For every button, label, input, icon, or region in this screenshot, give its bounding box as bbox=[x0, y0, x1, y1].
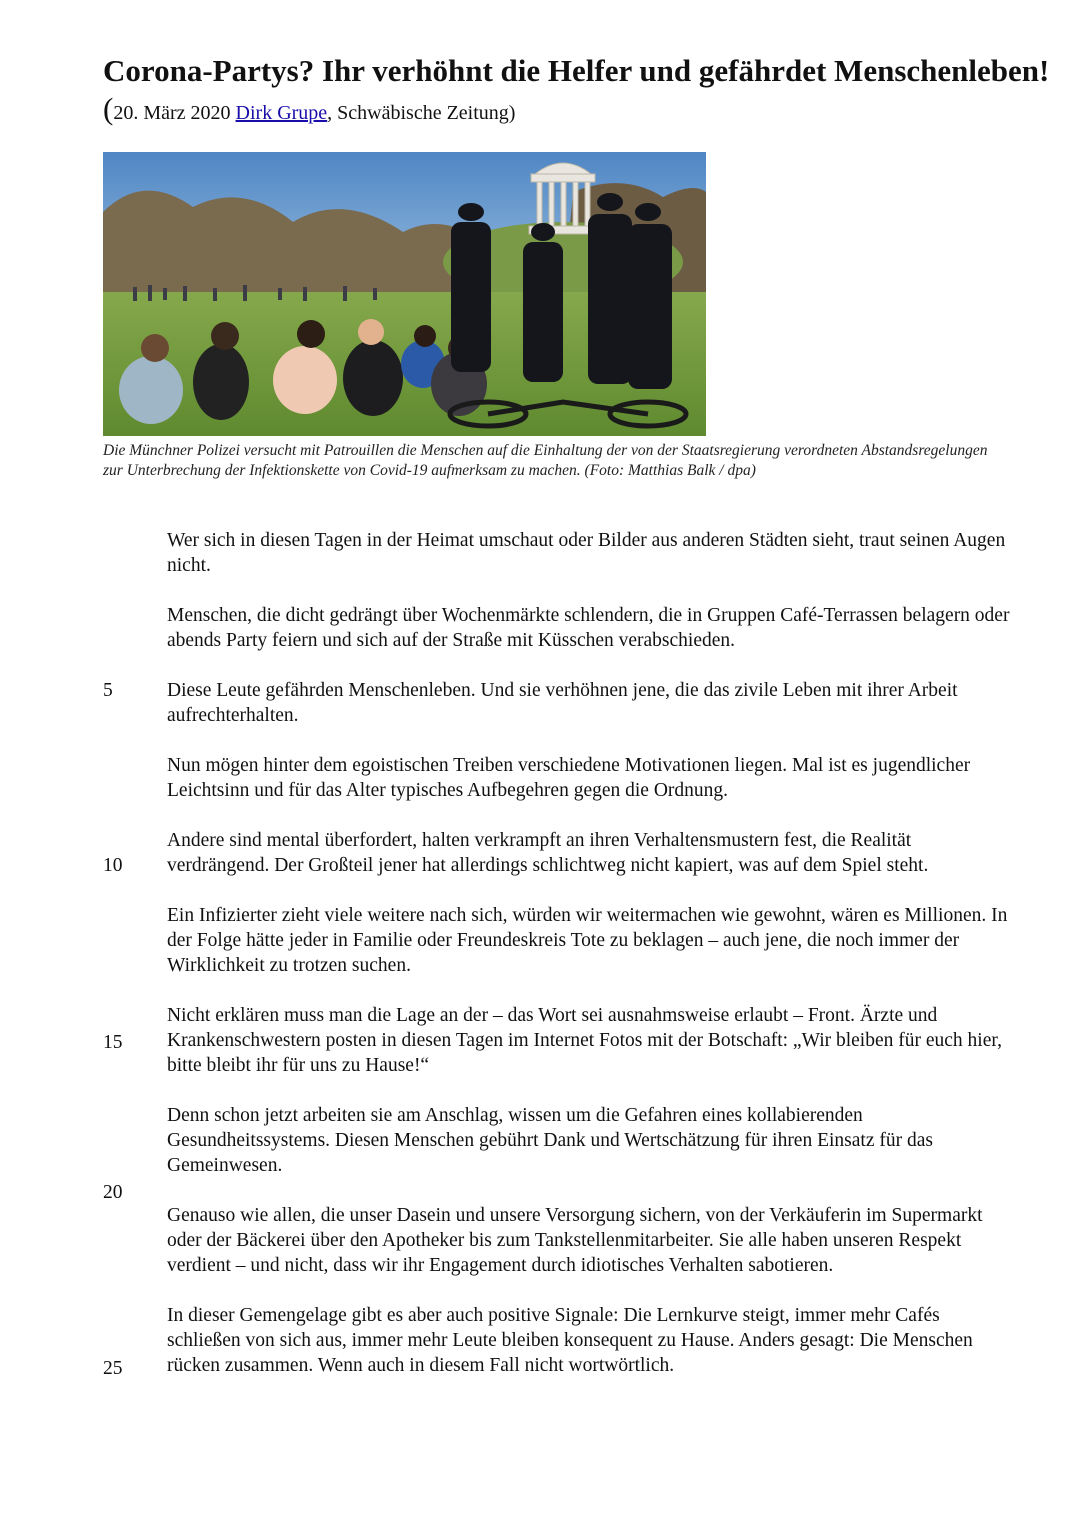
paragraph: Wer sich in diesen Tagen in der Heimat umschaut oder Bilder aus anderen Städten sieht, traut seinen Augen nicht. bbox=[167, 530, 1006, 576]
article-photo bbox=[103, 152, 706, 436]
paragraph: Denn schon jetzt arbeiten sie am Anschlag, wissen um die Gefahren eines kollabierenden Gesundheitssystems. Diesen Menschen gebührt Dank und Wertschätzung für ihren Einsatz für das Gemeinwesen. bbox=[167, 1105, 933, 1176]
paragraph: Nun mögen hinter dem egoistischen Treiben verschiedene Motivationen liegen. Mal ist es jugendlicher Leichtsinn und für das Alter typisches Aufbegehren gegen die Ordnung. bbox=[167, 755, 971, 801]
line-number: 25 bbox=[103, 1358, 123, 1379]
article-source: , Schwäbische Zeitung) bbox=[327, 102, 516, 124]
paragraph: Genauso wie allen, die unser Dasein und unsere Versorgung sichern, von der Verkäuferin im Supermarkt oder der Bäckerei über den Apotheker bis zum Tankstellenmitarbeiter. Sie alle haben unseren Respekt verdient – und nicht, dass wir ihr Engagement durch idiotisches Verhalten sabotieren. bbox=[167, 1205, 983, 1276]
article-headline bbox=[103, 52, 1053, 132]
photo-caption: Die Münchner Polizei versucht mit Patrouillen die Menschen auf die Einhaltung der von der Staatsregierung verordneten Abstandsregelungen zur Unterbrechung der Infektionskette von Covid-19 aufmerksam zu machen. (Foto: Matthias Balk / dpa) bbox=[103, 442, 988, 479]
paragraph: Diese Leute gefährden Menschenleben. Und sie verhöhnen jene, die das zivile Leben mit ihrer Arbeit aufrechterhalten. bbox=[167, 680, 958, 726]
line-number: 5 bbox=[103, 680, 113, 701]
paragraph: Menschen, die dicht gedrängt über Wochenmärkte schlendern, die in Gruppen Café-Terrassen belagern oder abends Party feiern und sich auf der Straße mit Küsschen verabschieden. bbox=[167, 605, 1010, 651]
paragraph: Ein Infizierter zieht viele weitere nach sich, würden wir weitermachen wie gewohnt, wären es Millionen. In der Folge hätte jeder in Familie oder Freundeskreis Tote zu beklagen – auch jene, die noch immer der Wirklichkeit zu trotzen suchen. bbox=[167, 905, 1008, 976]
article-meta: (20. März 2020 Dirk Grupe, Schwäbische Zeitung) bbox=[103, 91, 516, 126]
line-number: 15 bbox=[103, 1032, 123, 1053]
paragraph: Nicht erklären muss man die Lage an der – das Wort sei ausnahmsweise erlaubt – Front. Ärzte und Krankenschwestern posten in diesen Tagen im Internet Fotos mit der Botschaft: „Wir bleiben für euch hier, bitte bleibt ihr für uns zu Hause!“ bbox=[167, 1005, 1002, 1076]
line-number: 10 bbox=[103, 855, 123, 876]
paragraph: In dieser Gemengelage gibt es aber auch positive Signale: Die Lernkurve steigt, immer mehr Cafés schließen von sich aus, immer mehr Leute bleiben konsequent zu Hause. Anders gesagt: Die Menschen rücken zusammen. Wenn auch in diesem Fall nicht wortwörtlich. bbox=[167, 1305, 973, 1376]
headline-text: Corona-Partys? Ihr verhöhnt die Helfer und gefährdet Menschenleben! bbox=[103, 53, 1050, 88]
paragraph: Andere sind mental überfordert, halten verkrampft an ihren Verhaltensmustern fest, die Realität verdrängend. Der Großteil jener hat allerdings schlichtweg nicht kapiert, was auf dem Spiel steht. bbox=[167, 830, 929, 876]
author-link[interactable]: Dirk Grupe bbox=[235, 102, 328, 124]
article-date: 20. März 2020 bbox=[113, 102, 231, 124]
line-number: 20 bbox=[103, 1182, 123, 1203]
article-body bbox=[167, 528, 1012, 1403]
